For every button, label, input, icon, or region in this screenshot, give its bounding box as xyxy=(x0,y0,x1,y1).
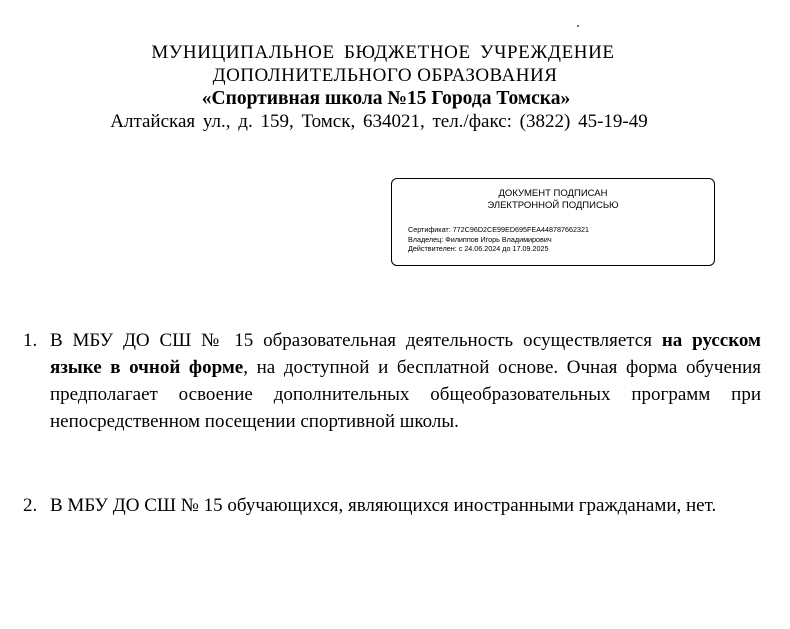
list-item-text xyxy=(50,327,761,435)
stamp-certificate: Сертификат: 772C96D2CE99ED695FEA448787662321 xyxy=(408,225,589,234)
organization-type-line1: МУНИЦИПАЛЬНОЕ БЮДЖЕТНОЕ УЧРЕЖДЕНИЕ xyxy=(151,42,615,63)
list-item-number: 2. xyxy=(23,495,38,516)
list-item-text-start: В МБУ ДО СШ № 15 образовательная деятельность осуществляется xyxy=(50,330,652,351)
list-item-text-bold: на русском языке в очной форме xyxy=(50,330,761,378)
list-item-number: 1. xyxy=(23,330,38,351)
stamp-title xyxy=(392,188,714,212)
stamp-title-line2: ЭЛЕКТРОННОЙ ПОДПИСЬЮ xyxy=(487,200,619,211)
scan-dot xyxy=(577,25,579,27)
stamp-details xyxy=(408,225,589,254)
organization-address: Алтайская ул., д. 159, Томск, 634021, тел./факс: (3822) 45-19-49 xyxy=(110,111,648,132)
list-item-text-end: , на доступной и бесплатной основе. Очная форма обучения предполагает освоение дополнительных общеобразовательных программ при непосредственном посещении спортивной школы. xyxy=(50,357,761,432)
stamp-validity: Действителен: с 24.06.2024 до 17.09.2025 xyxy=(408,244,549,254)
stamp-title-line1: ДОКУМЕНТ ПОДПИСАН xyxy=(498,188,608,199)
electronic-signature-stamp xyxy=(391,178,715,266)
organization-name: «Спортивная школа №15 Города Томска» xyxy=(201,88,571,109)
list-item-text: В МБУ ДО СШ № 15 обучающихся, являющихся иностранными гражданами, нет. xyxy=(50,495,717,516)
organization-type-line2: ДОПОЛНИТЕЛЬНОГО ОБРАЗОВАНИЯ xyxy=(212,65,558,86)
letterhead xyxy=(0,41,790,133)
stamp-owner: Владелец: Филиппов Игорь Владимирович xyxy=(408,234,552,244)
